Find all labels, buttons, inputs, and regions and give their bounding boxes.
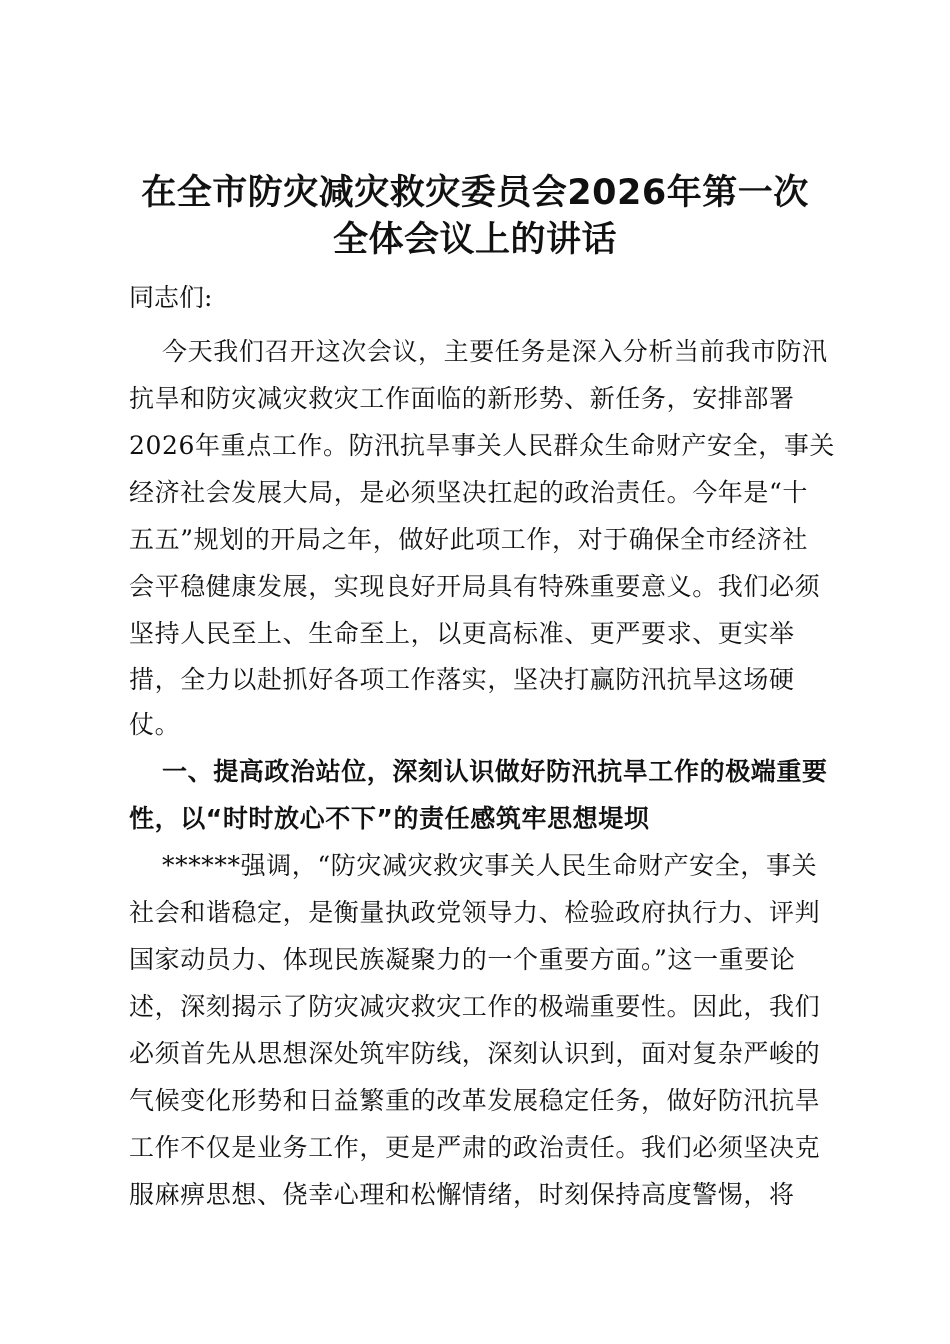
section-heading-1-line: 性，以“时时放心不下”的责任感筑牢思想堤坝 [129, 804, 650, 833]
paragraph-2-line: 必须首先从思想深处筑牢防线，深刻认识到，面对复杂严峻的 [129, 1039, 821, 1068]
paragraph-2-line: 气候变化形势和日益繁重的改革发展稳定任务，做好防汛抗旱 [129, 1086, 821, 1115]
paragraph-2-line: ******强调，“防灾减灾救灾事关人民生命财产安全，事关 [162, 851, 818, 880]
paragraph-1-line: 今天我们召开这次会议，主要任务是深入分析当前我市防汛 [162, 337, 828, 366]
paragraph-2-line: 社会和谐稳定，是衡量执政党领导力、检验政府执行力、评判 [129, 898, 821, 927]
paragraph-1-line: 会平稳健康发展，实现良好开局具有特殊重要意义。我们必须 [129, 572, 821, 601]
salutation: 同志们: [129, 283, 213, 312]
paragraph-2-line: 述，深刻揭示了防灾减灾救灾工作的极端重要性。因此，我们 [129, 992, 821, 1021]
paragraph-1-line: 仗。 [129, 710, 181, 739]
document-title-line-2: 全体会议上的讲话 [332, 220, 617, 260]
document-title-line-1: 在全市防灾减灾救灾委员会2026年第一次 [141, 173, 809, 213]
paragraph-1-line: 经济社会发展大局，是必须坚决扛起的政治责任。今年是“十 [129, 478, 808, 507]
paragraph-1-line: 抗旱和防灾减灾救灾工作面临的新形势、新任务，安排部署 [129, 384, 795, 413]
paragraph-2-line: 工作不仅是业务工作，更是严肃的政治责任。我们必须坚决克 [129, 1133, 821, 1162]
paragraph-1-line: 坚持人民至上、生命至上，以更高标准、更严要求、更实举 [129, 619, 795, 648]
paragraph-2-line: 服麻痹思想、侥幸心理和松懈情绪，时刻保持高度警惕，将 [129, 1180, 795, 1209]
paragraph-1-line: 五五”规划的开局之年，做好此项工作，对于确保全市经济社 [129, 525, 808, 554]
section-heading-1-line: 一、提高政治站位，深刻认识做好防汛抗旱工作的极端重要 [162, 757, 828, 786]
paragraph-1-line: 措，全力以赴抓好各项工作落实，坚决打赢防汛抗旱这场硬 [129, 665, 795, 694]
paragraph-2-line: 国家动员力、体现民族凝聚力的一个重要方面。”这一重要论 [129, 945, 796, 974]
paragraph-1-line: 2026年重点工作。防汛抗旱事关人民群众生命财产安全，事关 [129, 431, 836, 460]
